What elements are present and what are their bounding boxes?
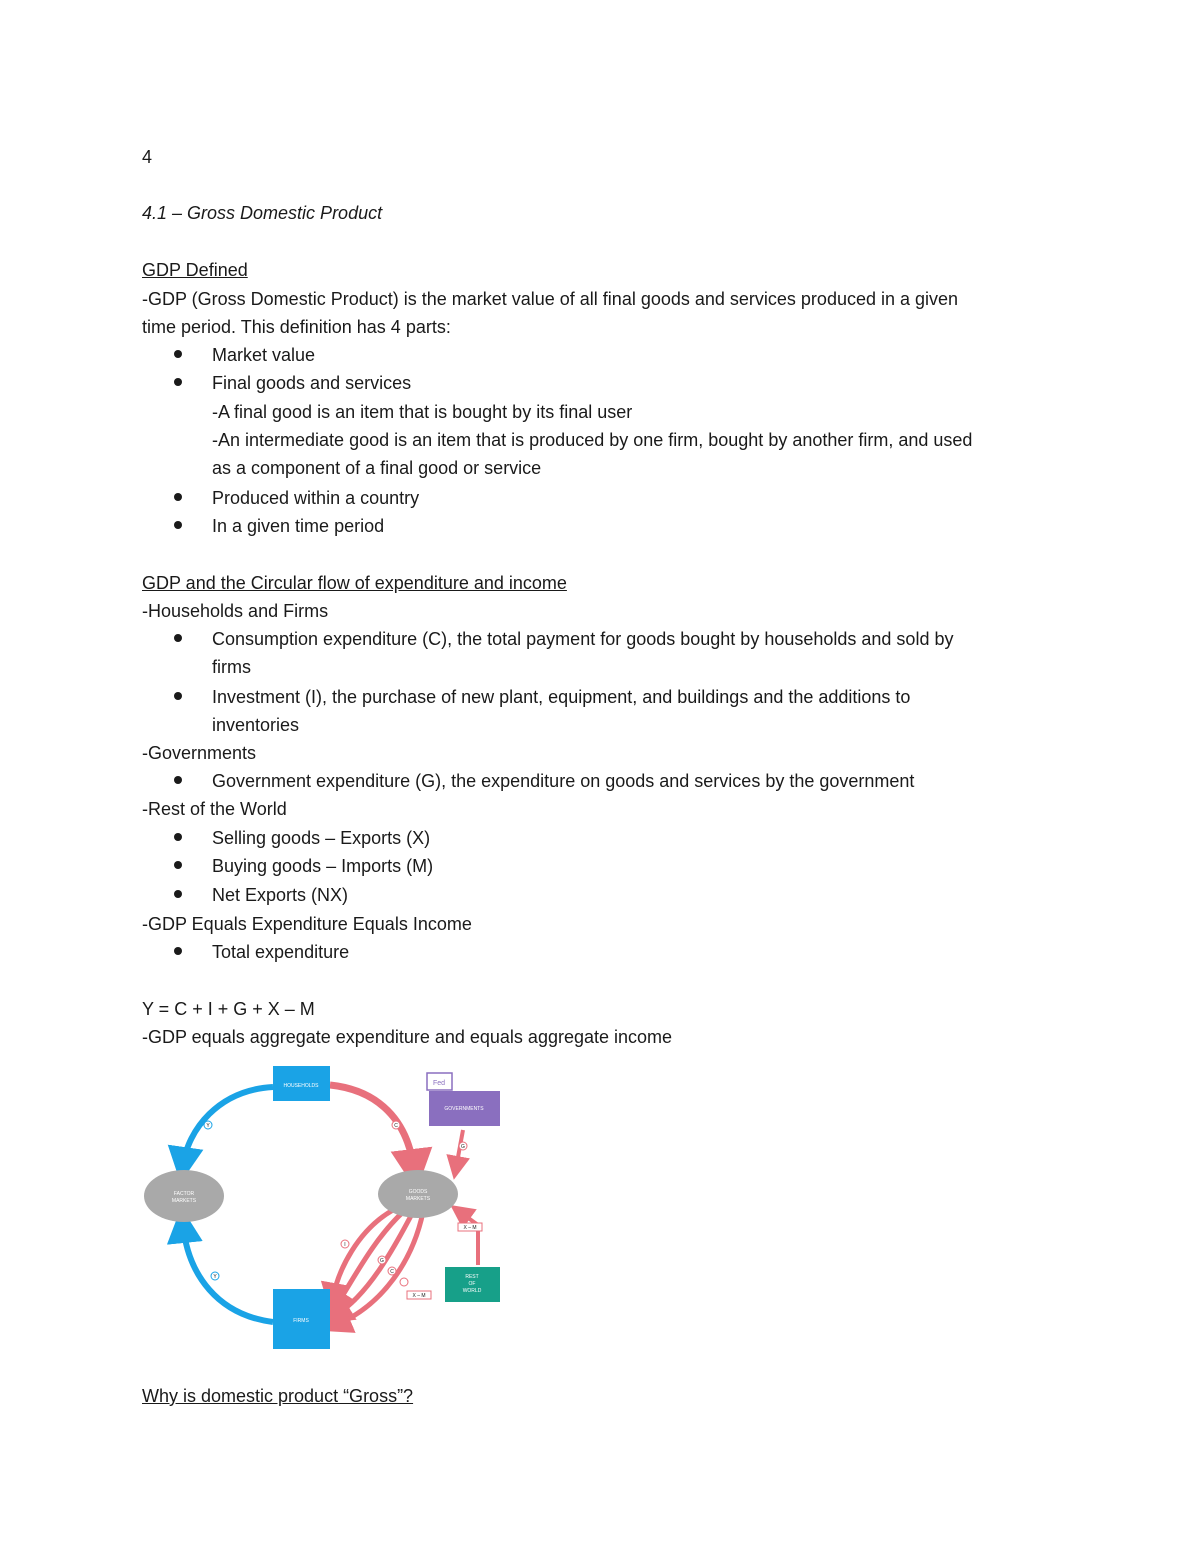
svg-text:C: C — [394, 1123, 398, 1129]
list-item: Final goods and services — [212, 373, 412, 393]
income-flow-arrow-top — [183, 1087, 273, 1165]
list-item-continued: inventories — [212, 715, 300, 735]
bullet — [174, 890, 182, 898]
flow-label-xm-bottom — [407, 1291, 431, 1299]
why-gross-heading: Why is domestic product “Gross”? — [142, 1386, 414, 1406]
governments-label: GOVERNMENTS — [444, 1106, 484, 1112]
bullet — [174, 493, 182, 501]
households-label: HOUSEHOLDS — [283, 1083, 319, 1089]
rest-of-world-label-1: REST — [465, 1274, 479, 1280]
svg-text:Y: Y — [206, 1123, 210, 1129]
rest-of-world-label-2: OF — [468, 1281, 476, 1287]
list-item-continued: firms — [212, 657, 251, 677]
income-flow-arrow-bottom — [183, 1225, 273, 1322]
svg-text:X – M: X – M — [463, 1225, 477, 1231]
flow-label-y-top — [204, 1121, 212, 1129]
list-subitem: -An intermediate good is an item that is produced by one firm, bought by another firm, and used — [212, 430, 973, 450]
bullet — [174, 350, 182, 358]
consumption-flow-arrow — [330, 1085, 414, 1170]
factor-markets-label-1: FACTOR — [173, 1191, 195, 1197]
list-item: Buying goods – Imports (M) — [212, 856, 434, 876]
list-item: Net Exports (NX) — [212, 885, 349, 905]
gdp-formula: Y = C + I + G + X – M — [142, 999, 315, 1019]
svg-text:Y: Y — [213, 1274, 217, 1280]
list-item: Produced within a country — [212, 488, 420, 508]
svg-text:I: I — [344, 1242, 346, 1248]
svg-text:X – M: X – M — [412, 1293, 426, 1299]
bullet — [174, 861, 182, 869]
governments-label: -Governments — [142, 743, 257, 763]
list-subitem: as a component of a final good or service — [212, 458, 542, 478]
section-title: 4.1 – Gross Domestic Product — [142, 203, 383, 223]
households-firms-label: -Households and Firms — [142, 601, 329, 621]
net-exports-flow-arrow — [460, 1212, 478, 1265]
bullet — [174, 378, 182, 386]
goods-markets-label-2: MARKETS — [405, 1196, 431, 1202]
rest-of-world-label: -Rest of the World — [142, 799, 287, 819]
flow-label-g3 — [400, 1278, 408, 1286]
gdp-definition-line1: -GDP (Gross Domestic Product) is the market value of all final goods and services produced in a given — [142, 289, 959, 309]
list-subitem: -A final good is an item that is bought by its final user — [212, 402, 633, 422]
firms-label: FIRMS — [293, 1318, 309, 1324]
circular-flow-heading: GDP and the Circular flow of expenditure and income — [142, 573, 567, 593]
bullet — [174, 833, 182, 841]
rest-of-world-label-3: WORLD — [462, 1288, 482, 1294]
circular-flow-diagram — [138, 1060, 510, 1360]
fed-label: Fed — [432, 1080, 446, 1087]
gdp-equals-label: -GDP Equals Expenditure Equals Income — [142, 914, 472, 934]
list-item: Total expenditure — [212, 942, 350, 962]
list-item: Investment (I), the purchase of new plant, equipment, and buildings and the additions to — [212, 687, 911, 707]
bullet — [174, 947, 182, 955]
bullet — [174, 776, 182, 784]
flow-label-c-top — [392, 1121, 400, 1129]
flow-label-i — [341, 1240, 349, 1248]
flow-label-c2 — [388, 1267, 396, 1275]
flow-label-g2 — [378, 1256, 386, 1264]
aggregate-statement: -GDP equals aggregate expenditure and equals aggregate income — [142, 1027, 673, 1047]
list-item: In a given time period — [212, 516, 385, 536]
flow-label-g — [459, 1142, 467, 1150]
svg-text:C: C — [390, 1269, 394, 1275]
flow-label-xm-right — [458, 1223, 482, 1231]
gdp-definition-line2: time period. This definition has 4 parts: — [142, 317, 451, 337]
gdp-defined-heading: GDP Defined — [142, 260, 248, 280]
factor-markets-label-2: MARKETS — [171, 1198, 197, 1204]
page-number: 4 — [142, 147, 153, 167]
list-item: Consumption expenditure (C), the total payment for goods bought by households and sold by — [212, 629, 954, 649]
svg-text:G: G — [461, 1144, 465, 1150]
goods-markets-label-1: GOODS — [408, 1189, 428, 1195]
list-item: Market value — [212, 345, 316, 365]
list-item: Government expenditure (G), the expenditure on goods and services by the government — [212, 771, 915, 791]
bullet — [174, 692, 182, 700]
list-item: Selling goods – Exports (X) — [212, 828, 431, 848]
investment-flow-arrow — [333, 1210, 393, 1298]
flow-label-y-bottom — [211, 1272, 219, 1280]
bullet — [174, 634, 182, 642]
svg-text:G: G — [380, 1258, 384, 1264]
bullet — [174, 521, 182, 529]
